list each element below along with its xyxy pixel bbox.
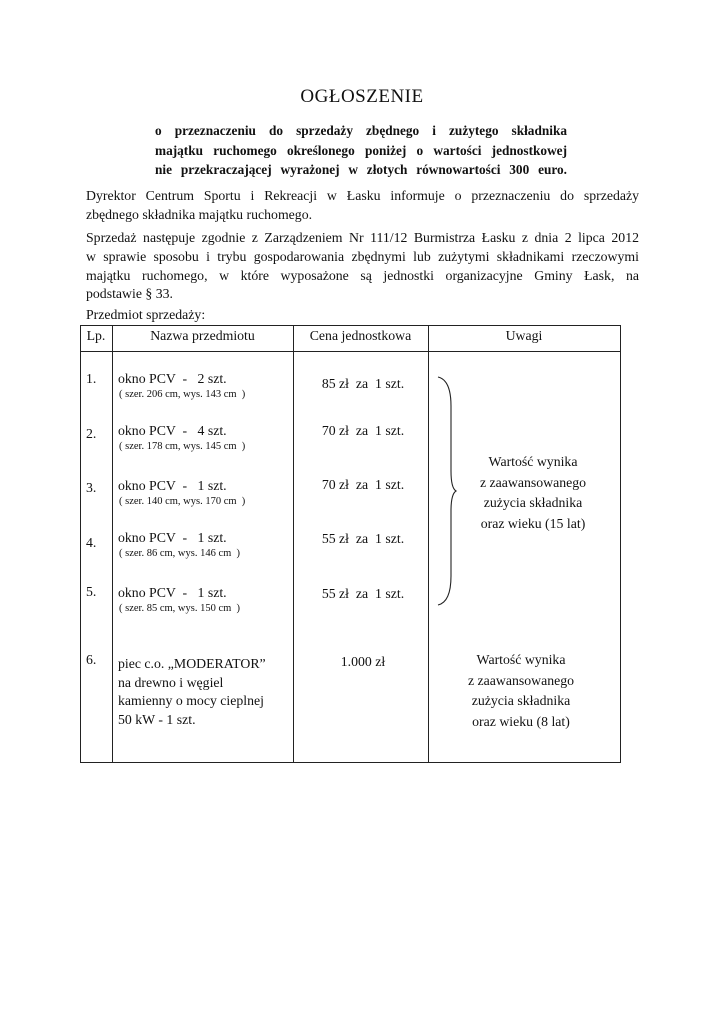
item-name-line: kamienny o mocy cieplnej xyxy=(118,693,264,708)
item-dimensions: ( szer. 85 cm, wys. 150 cm ) xyxy=(119,603,241,614)
table-border-left xyxy=(80,325,81,763)
note-line: zużycia składnika xyxy=(471,693,571,708)
item-name: okno PCV - 1 szt. xyxy=(118,478,227,493)
note-line: z zaawansowanego xyxy=(467,672,575,688)
header-item-name: Nazwa przedmiotu xyxy=(150,328,255,343)
item-price: 85 zł za 1 szt. xyxy=(321,376,405,391)
notes-group-2 xyxy=(451,650,591,732)
table-header-divider xyxy=(80,351,621,352)
item-price: 55 zł za 1 szt. xyxy=(321,586,405,601)
note-line: oraz wieku (8 lat) xyxy=(472,713,570,729)
note-line: Wartość wynika xyxy=(488,454,578,469)
row-number: 4. xyxy=(86,535,97,550)
paragraph-line: Dyrektor Centrum Sportu i Rekreacji w Łasku informuje o przeznaczeniu do sprzedaży xyxy=(86,188,639,203)
row-number: 3. xyxy=(86,480,97,495)
header-lp: Lp. xyxy=(86,328,106,343)
note-line: Wartość wynika xyxy=(476,652,566,667)
paragraph-line: podstawie § 33. xyxy=(86,286,173,302)
document-title: OGŁOSZENIE xyxy=(300,86,424,107)
header-notes: Uwagi xyxy=(505,328,543,343)
table-border-top xyxy=(80,325,621,326)
item-name: okno PCV - 2 szt. xyxy=(118,371,227,386)
item-price: 70 zł za 1 szt. xyxy=(321,477,405,492)
subtitle-line: majątku ruchomego określonego poniżej o wartości jednostkowej xyxy=(155,142,567,158)
item-dimensions: ( szer. 178 cm, wys. 145 cm ) xyxy=(119,441,246,452)
item-dimensions: ( szer. 206 cm, wys. 143 cm ) xyxy=(119,389,246,400)
row-number: 5. xyxy=(86,584,97,599)
item-name-line: piec c.o. „MODERATOR” xyxy=(118,656,266,671)
item-name-line: 50 kW - 1 szt. xyxy=(118,711,196,727)
subtitle-line: nie przekraczającej wyrażonej w złotych równowartości 300 euro. xyxy=(155,162,567,177)
item-price: 1.000 zł xyxy=(340,654,386,669)
item-price: 55 zł za 1 szt. xyxy=(321,531,405,546)
paragraph-line: Sprzedaż następuje zgodnie z Zarządzeniem Nr 111/12 Burmistrza Łasku z dnia 2 lipca 2012 xyxy=(86,230,639,245)
item-name xyxy=(118,655,266,729)
sale-subject-label: Przedmiot sprzedaży: xyxy=(86,307,206,322)
document-subtitle xyxy=(155,121,567,180)
notes-group-1 xyxy=(463,452,603,534)
item-dimensions: ( szer. 86 cm, wys. 146 cm ) xyxy=(119,548,241,559)
row-number: 1. xyxy=(86,371,97,386)
item-name: okno PCV - 1 szt. xyxy=(118,530,227,545)
intro-paragraph-2 xyxy=(86,229,639,304)
header-unit-price: Cena jednostkowa xyxy=(309,328,412,343)
row-number: 2. xyxy=(86,426,97,441)
table-border-bottom xyxy=(80,762,621,763)
item-dimensions: ( szer. 140 cm, wys. 170 cm ) xyxy=(119,496,246,507)
paragraph-line: zbędnego składnika majątku ruchomego. xyxy=(86,206,313,222)
item-name: okno PCV - 4 szt. xyxy=(118,423,227,438)
item-price: 70 zł za 1 szt. xyxy=(321,423,405,438)
table-column-divider xyxy=(112,325,113,763)
paragraph-line: majątku ruchomego, w które wyposażone są jednostki organizacyjne Gminy Łask, na xyxy=(86,267,639,283)
note-line: zużycia składnika xyxy=(483,495,583,510)
paragraph-line: w sprawie sposobu i trybu gospodarowania zbędnymi lub zużytymi składnikami rzeczowymi xyxy=(86,248,639,264)
item-name-line: na drewno i węgiel xyxy=(118,674,224,690)
note-line: oraz wieku (15 lat) xyxy=(480,515,586,531)
grouping-brace xyxy=(436,376,458,606)
note-line: z zaawansowanego xyxy=(479,474,587,490)
table-border-right xyxy=(620,325,621,763)
item-name: okno PCV - 1 szt. xyxy=(118,585,227,600)
intro-paragraph-1 xyxy=(86,187,639,225)
row-number: 6. xyxy=(86,652,97,667)
subtitle-line: o przeznaczeniu do sprzedaży zbędnego i zużytego składnika xyxy=(155,123,567,138)
